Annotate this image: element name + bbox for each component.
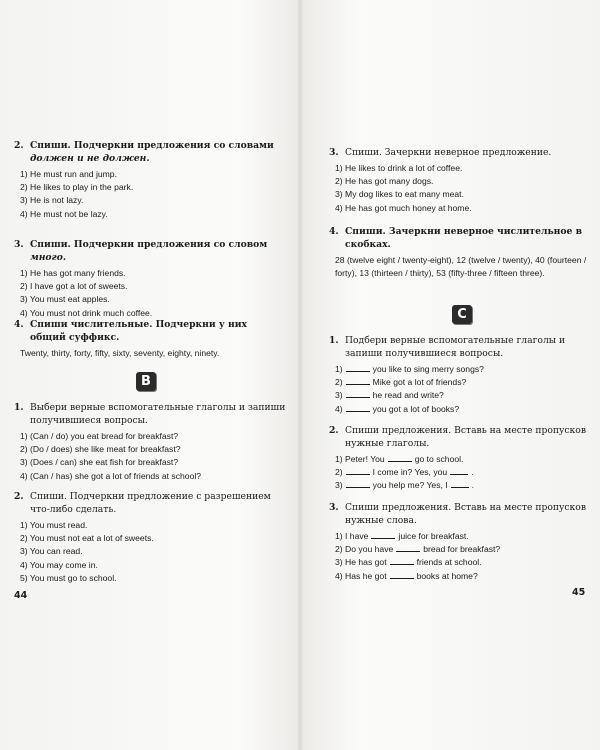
- list-item: [335, 543, 594, 556]
- task-number: 3.: [329, 147, 339, 158]
- item-prefix: 1) Peter! You: [335, 454, 385, 464]
- task-header: [329, 501, 594, 527]
- task-title: [30, 139, 294, 165]
- item-text: Mike got a lot of friends?: [372, 377, 467, 388]
- task-number: 4.: [14, 319, 24, 330]
- task-title: Спиши предложения. Вставь на месте пропусков нужные глаголы.: [345, 425, 587, 449]
- task-c2: [329, 424, 594, 493]
- list-item: 2) (Do / does) she like meat for breakfast?: [20, 444, 181, 455]
- blank-line: [388, 453, 412, 462]
- task-list: [335, 363, 594, 416]
- task-list: [20, 519, 289, 585]
- task-b2: [14, 490, 289, 585]
- task-number: 1.: [14, 402, 24, 413]
- task-b1: [14, 401, 289, 483]
- list-item: [335, 376, 594, 389]
- item-text: bread for breakfast?: [423, 544, 501, 555]
- blank-line: [450, 466, 468, 475]
- list-item: 3) You must eat apples.: [20, 294, 110, 305]
- list-item: 1) You must read.: [20, 520, 88, 530]
- task-title: Спиши предложения. Вставь на месте пропусков нужные слова.: [345, 502, 587, 526]
- task-list: [335, 453, 594, 493]
- item-prefix: 1) I have: [335, 531, 369, 541]
- task-4-left: [14, 318, 280, 360]
- section-badge-c: C: [452, 305, 472, 324]
- blank-line: [346, 466, 370, 475]
- task-title: Выбери верные вспомогательные глаголы и запиши получившиеся вопросы.: [30, 402, 286, 426]
- task-number: 3.: [329, 502, 339, 513]
- item-text: juice for breakfast.: [398, 531, 469, 541]
- list-item: 4) You may come in.: [20, 559, 98, 570]
- blank-line: [346, 479, 370, 488]
- list-item: 4) (Can / has) she got a lot of friends at school?: [20, 470, 202, 481]
- item-prefix: 2) Do you have: [335, 544, 394, 555]
- item-prefix: 2): [335, 467, 343, 478]
- task-header: [14, 490, 289, 516]
- task-header: [329, 146, 594, 159]
- blank-line: [346, 389, 370, 398]
- item-tail: .: [471, 467, 474, 478]
- item-prefix: 3) He has got: [335, 557, 387, 568]
- list-item: 2) You must not eat a lot of sweets.: [20, 533, 154, 544]
- list-item: 2) He has got many dogs.: [335, 176, 434, 187]
- blank-line: [390, 570, 414, 579]
- item-text: books at home?: [416, 570, 478, 581]
- blank-line: [371, 530, 395, 539]
- blank-line: [390, 556, 414, 565]
- task-header: [14, 238, 294, 264]
- task-title-emphasis: должен и не должен.: [30, 153, 150, 164]
- task-title: Подбери верные вспомогательные глаголы и запиши получившиеся вопросы.: [345, 335, 566, 359]
- task-title: Спиши. Зачеркни неверное предложение.: [345, 147, 552, 158]
- task-list: [20, 430, 289, 483]
- task-number: 2.: [14, 140, 24, 151]
- list-item: 1) He must run and jump.: [20, 169, 117, 179]
- item-prefix: 4) Has he got: [335, 570, 387, 581]
- task-list: [335, 530, 594, 583]
- list-item: 4) He must not be lazy.: [20, 208, 108, 219]
- task-number: 1.: [329, 335, 339, 346]
- task-c1: [329, 334, 594, 416]
- task-text: 28 (twelve eight / twenty-eight), 12 (twelve / twenty), 40 (fourteen / forty), 13 (thirteen / thirty), 53 (fifty-three / fifteen three).: [335, 255, 587, 278]
- list-item: 1) He likes to drink a lot of coffee.: [335, 163, 463, 173]
- task-header: [14, 318, 280, 344]
- list-item: [335, 389, 594, 402]
- item-prefix: 1): [335, 364, 343, 374]
- blank-line: [346, 403, 370, 412]
- blank-line: [396, 543, 420, 552]
- task-header: [14, 401, 289, 427]
- list-item: [335, 363, 594, 376]
- page-number: 44: [14, 590, 28, 601]
- item-text: you got a lot of books?: [372, 403, 460, 414]
- item-prefix: 3): [335, 480, 343, 491]
- list-item: 3) My dog likes to eat many meat.: [335, 189, 464, 200]
- list-item: 4) He has got much honey at home.: [335, 202, 472, 213]
- task-title-emphasis: много.: [30, 252, 67, 263]
- list-item: 1) (Can / do) you eat bread for breakfast?: [20, 431, 179, 441]
- task-header: [14, 139, 294, 165]
- task-list: [335, 162, 594, 215]
- task-number: 3.: [14, 239, 24, 250]
- section-badge-b: B: [136, 372, 156, 391]
- task-title: Спиши. Подчеркни предложение с разрешением что-либо сделать.: [30, 491, 271, 515]
- item-prefix: 4): [335, 403, 343, 414]
- task-number: 4.: [329, 226, 339, 237]
- task-list: [20, 168, 294, 221]
- list-item: 4) You must not drink much coffee.: [20, 307, 153, 318]
- item-text: he read and write?: [372, 390, 444, 401]
- item-tail: .: [471, 480, 475, 491]
- item-text: friends at school.: [416, 557, 482, 568]
- task-4-right: [329, 225, 594, 280]
- page-number: 45: [572, 587, 586, 598]
- blank-line: [346, 376, 370, 385]
- list-item: 5) You must go to school.: [20, 572, 117, 583]
- item-prefix: 2): [335, 377, 343, 388]
- list-item: 1) He has got many friends.: [20, 268, 126, 278]
- item-text: you like to sing merry songs?: [372, 364, 484, 374]
- task-2-left: [14, 139, 294, 221]
- task-3-right: [329, 146, 594, 215]
- blank-line: [451, 479, 469, 488]
- item-text: you help me? Yes, I: [372, 480, 448, 491]
- task-title-text: Спиши. Подчеркни предложения со словом: [30, 239, 268, 250]
- item-text: go to school.: [414, 454, 464, 464]
- list-item: [335, 453, 594, 466]
- task-text: Twenty, thirty, forty, fifty, sixty, seventy, eighty, ninety.: [20, 348, 220, 358]
- item-text: I come in? Yes, you: [372, 467, 448, 478]
- task-number: 2.: [329, 425, 339, 436]
- list-item: [335, 466, 594, 479]
- list-item: 3) (Does / can) she eat fish for breakfast?: [20, 457, 179, 468]
- task-c3: [329, 501, 594, 583]
- item-prefix: 3): [335, 390, 343, 401]
- list-item: 2) I have got a lot of sweets.: [20, 281, 128, 292]
- list-item: 3) He is not lazy.: [20, 195, 84, 206]
- task-title-text: Спиши. Подчеркни предложения со словами: [30, 140, 274, 151]
- list-item: [335, 479, 594, 492]
- task-title: Спиши числительные. Подчеркни у них общий суффикс.: [30, 319, 247, 343]
- list-item: 3) You can read.: [20, 546, 83, 557]
- task-header: [329, 334, 594, 360]
- task-header: [329, 424, 594, 450]
- list-item: 2) He likes to play in the park.: [20, 182, 134, 193]
- list-item: [335, 530, 594, 543]
- task-header: [329, 225, 594, 251]
- list-item: [335, 403, 594, 416]
- task-title: Спиши. Зачеркни неверное числительное в скобках.: [345, 226, 582, 250]
- list-item: [335, 556, 594, 569]
- task-title: [30, 238, 294, 264]
- task-3-left: [14, 238, 294, 320]
- task-list: [20, 267, 294, 320]
- task-number: 2.: [14, 491, 24, 502]
- blank-line: [346, 363, 370, 372]
- list-item: [335, 570, 594, 583]
